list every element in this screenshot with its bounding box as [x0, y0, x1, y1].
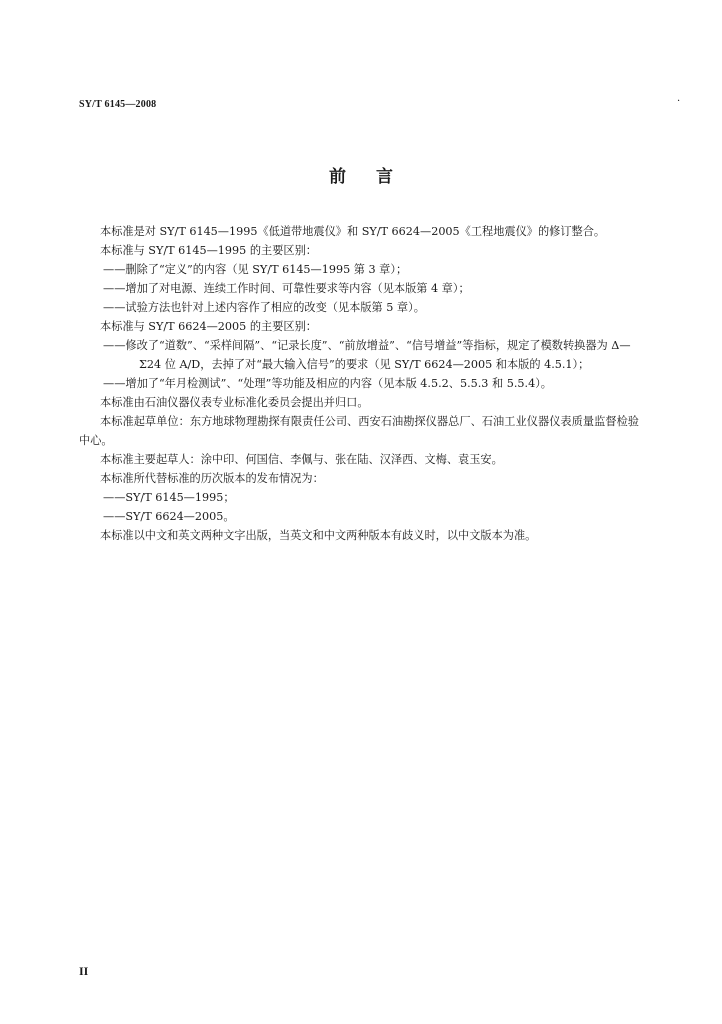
paragraph-intro: 本标准是对 SY/T 6145—1995《低道带地震仪》和 SY/T 6624—2005《工程地震仪》的修订整合。 — [100, 225, 606, 238]
header-mark: · — [677, 96, 681, 107]
paragraph-drafting-units: 本标准起草单位：东方地球物理勘探有限责任公司、西安石油勘探仪器总厂、石油工业仪器仪表质量监督检验中心。 — [79, 415, 639, 447]
page-title: 前言 — [329, 167, 423, 187]
document-code: SY/T 6145—2008 — [79, 99, 157, 110]
paragraph-diff-6624-heading: 本标准与 SY/T 6624—2005 的主要区别： — [100, 320, 317, 333]
list-item: ——增加了“年月检测试”、“处理”等功能及相应的内容（见本版 4.5.2、5.5.3 和 5.5.4）。 — [103, 377, 552, 390]
foreword-body — [79, 222, 639, 545]
paragraph-diff-6145-heading: 本标准与 SY/T 6145—1995 的主要区别： — [100, 244, 317, 257]
paragraph-history-heading: 本标准所代替标准的历次版本的发布情况为： — [100, 472, 324, 485]
list-item: ——SY/T 6624—2005。 — [103, 510, 235, 523]
list-item: ——增加了对电源、连续工作时间、可靠性要求等内容（见本版第 4 章）； — [103, 282, 470, 295]
list-item: ——修改了“道数”、“采样间隔”、“记录长度”、“前放增益”、“信号增益”等指标，规定了模数转换器为 Δ—Σ24 位 A/D，去掉了对“最大输入信号”的要求（见 SY/T 6624—2005 和本版的 4.5.1）； — [103, 339, 631, 371]
list-item: ——SY/T 6145—1995； — [103, 491, 235, 504]
paragraph-drafters: 本标准主要起草人：涂中印、何国信、李佩与、张在陆、汉泽西、文梅、袁玉安。 — [100, 453, 503, 466]
page-number: II — [79, 964, 89, 978]
paragraph-language: 本标准以中文和英文两种文字出版，当英文和中文两种版本有歧义时，以中文版本为准。 — [100, 529, 537, 542]
list-item: ——删除了“定义”的内容（见 SY/T 6145—1995 第 3 章）； — [103, 263, 408, 276]
list-item: ——试验方法也针对上述内容作了相应的改变（见本版第 5 章）。 — [103, 301, 425, 314]
paragraph-proposer: 本标准由石油仪器仪表专业标准化委员会提出并归口。 — [100, 396, 369, 409]
